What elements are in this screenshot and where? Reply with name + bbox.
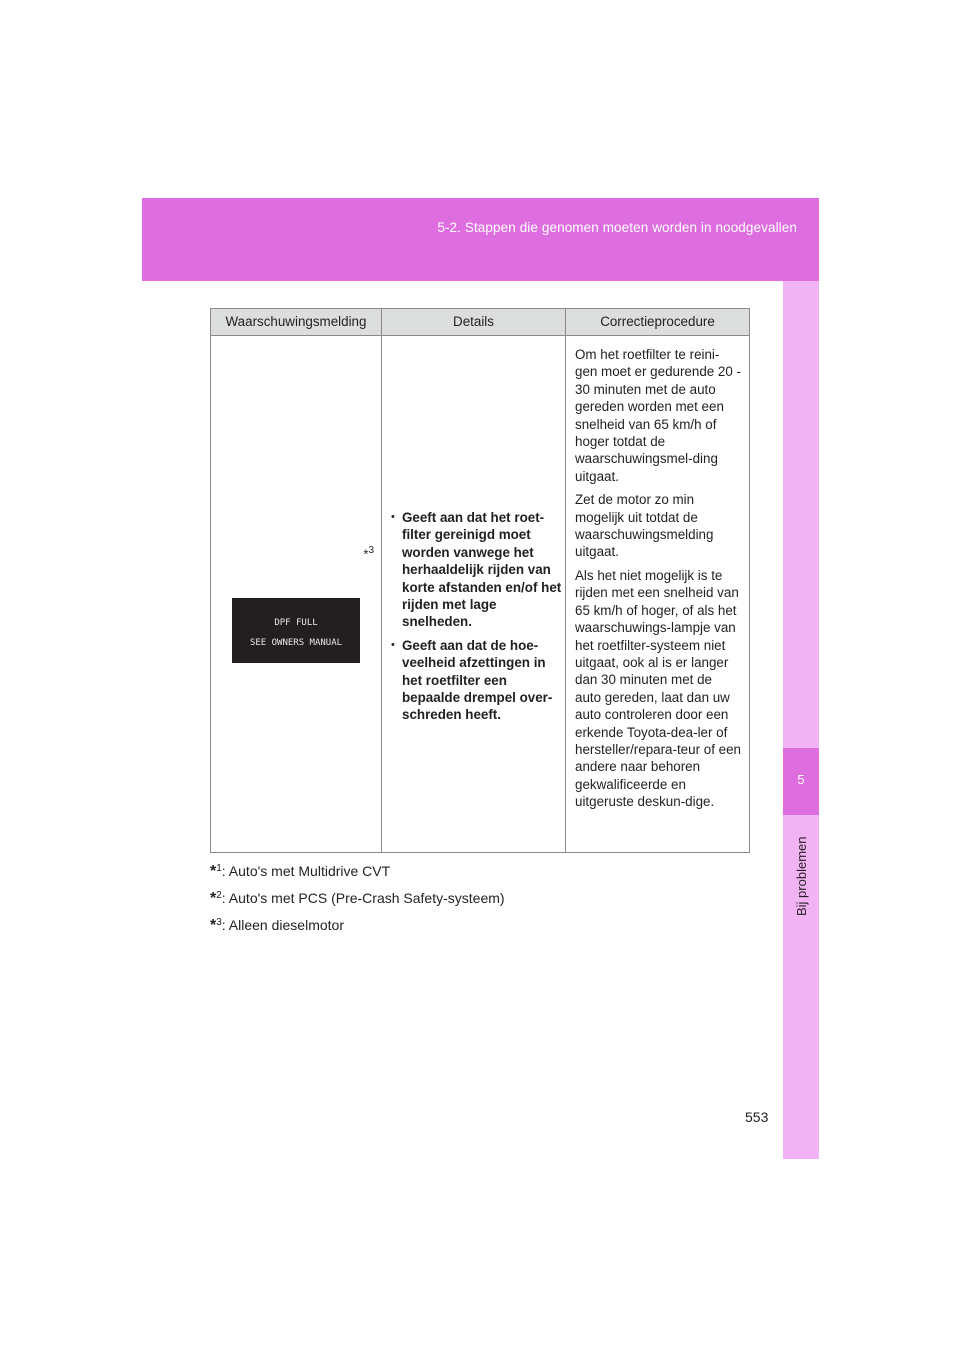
chapter-label-wrap <box>783 826 819 916</box>
header-correctieprocedure: Correctieprocedure <box>566 309 750 336</box>
footnote-text: : Alleen dieselmotor <box>221 917 344 933</box>
chapter-side-tab <box>783 281 819 1159</box>
header-band <box>142 198 819 281</box>
footnote <box>210 911 505 938</box>
bullet-icon: • <box>391 511 395 523</box>
details-text: Geeft aan dat de hoe-veelheid afzettingen in het roetfilter een bepaalde drempel over-schreden heeft. <box>402 637 553 723</box>
header-waarschuwingsmelding: Waarschuwingsmelding <box>211 309 382 336</box>
footnotes <box>210 857 505 938</box>
footnote-number: 1 <box>216 863 222 874</box>
note-number: 3 <box>368 545 374 556</box>
chapter-label: Bij problemen <box>794 836 809 916</box>
footnote-asterisk: * <box>210 917 217 934</box>
details-text: Geeft aan dat het roet-filter gereinigd moet worden vanwege het herhaaldelijk rijden van korte afstanden en/of het rijden met lage snelheden. <box>402 510 562 630</box>
table-header-row <box>211 309 750 336</box>
display-line-1: DPF FULL <box>274 618 318 628</box>
footnote <box>210 857 505 884</box>
chapter-number: 5 <box>797 772 805 787</box>
footnote-asterisk: * <box>210 890 217 907</box>
warning-cell <box>211 336 382 853</box>
details-item <box>389 637 563 724</box>
correction-paragraph: Zet de motor zo min mogelijk uit totdat de waarschuwingsmelding uitgaat. <box>575 492 714 560</box>
footnote-text: : Auto's met Multidrive CVT <box>221 863 391 879</box>
note-reference <box>363 542 374 563</box>
correction-cell <box>566 336 750 853</box>
correction-paragraph: Als het niet mogelijk is te rijden met een snelheid van 65 km/h of hoger, of als het waarschuwings-lampje van het roetfilter-systeem niet uitgaat, ook al is er langer dan 30 minuten met de auto gereden, laat dan uw auto controleren door een erkende Toyota-dea-ler of hersteller/repara-teur of een andere naar behoren gekwalificeerde en uitgeruste deskun-dige. <box>575 567 741 810</box>
footnote-asterisk: * <box>210 863 217 880</box>
footnote <box>210 884 505 911</box>
bullet-icon: • <box>391 638 395 651</box>
page-number: 553 <box>745 1109 769 1125</box>
details-list <box>389 509 563 730</box>
footnote-text: : Auto's met PCS (Pre-Crash Safety-systeem) <box>221 890 505 906</box>
section-title: 5-2. Stappen die genomen moeten worden in noodgevallen <box>437 220 797 235</box>
table-row <box>211 336 750 853</box>
footnote-number: 3 <box>216 917 222 928</box>
warning-table <box>210 308 750 853</box>
details-cell <box>382 336 566 853</box>
header-details: Details <box>382 309 566 336</box>
details-item <box>389 509 563 631</box>
footnote-number: 2 <box>216 890 222 901</box>
note-asterisk: * <box>363 546 369 562</box>
chapter-number-box <box>783 748 819 815</box>
dpf-warning-display <box>232 598 360 663</box>
correction-paragraph: Om het roetfilter te reini-gen moet er gedurende 20 - 30 minuten met de auto gereden worden met een snelheid van 65 km/h of hoger totdat de waarschuwingsmel-ding uitgaat. <box>575 347 742 484</box>
display-line-2: SEE OWNERS MANUAL <box>249 638 343 648</box>
